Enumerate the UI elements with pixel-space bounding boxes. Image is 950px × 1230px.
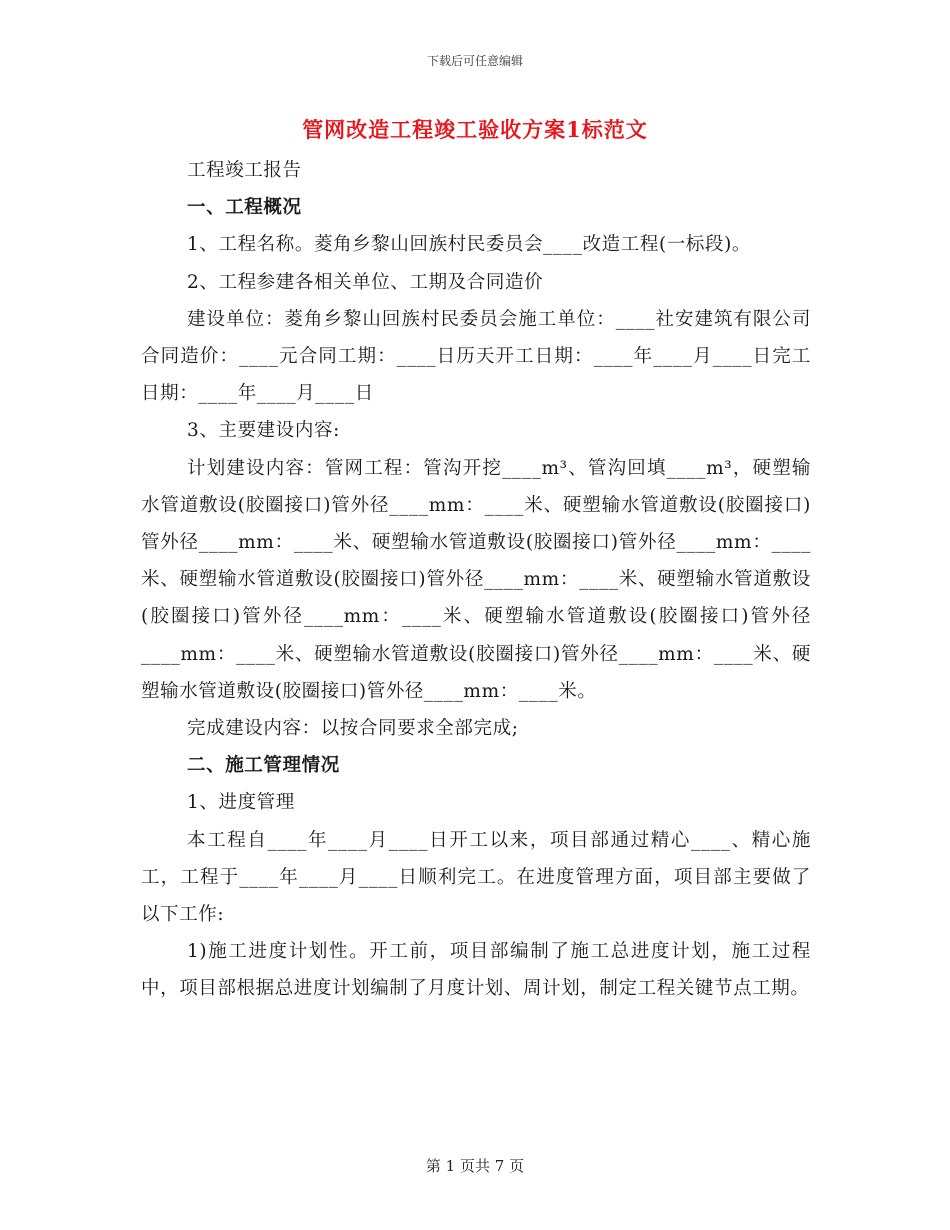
paragraph-progress-body: 本工程自____年____月____日开工以来，项目部通过精心____、精心施工，工程于____年____月____日顺利完工。在进度管理方面，项目部主要做了以下工作: — [141, 829, 811, 926]
section-heading-management: 二、施工管理情况 — [187, 755, 340, 777]
paragraph-participants: 2、工程参建各相关单位、工期及合同造价 — [187, 271, 544, 293]
paragraph-planned-content: 计划建设内容：管网工程：管沟开挖____m³、管沟回填____m³，硬塑输水管道敷设(胶圈接口)管外径____mm：____米、硬塑输水管道敷设(胶圈接口)管外径____mm：____米、硬塑输水管道敷设(胶圈接口)管外径____mm：____米、硬塑输水管道敷设(胶圈接口)管外径____mm：____米、硬塑输水管道敷设(胶圈接口)管外径____mm：____米、硬塑输水管道敷设(胶圈接口)管外径____mm：____米、硬塑输水管道敷设(胶圈接口)管外径____mm：____米、硬塑输水管道敷设(胶圈接口)管外径____mm：____米。 — [141, 457, 811, 702]
paragraph-project-name: 1、工程名称。菱角乡黎山回族村民委员会____改造工程(一标段)。 — [187, 234, 752, 256]
paragraph-construction-unit: 建设单位：菱角乡黎山回族村民委员会施工单位：____社安建筑有限公司合同造价：____元合同工期：____日历天开工日期：____年____月____日完工日期：____年____月____日 — [141, 308, 811, 405]
section-heading-overview: 一、工程概况 — [187, 197, 302, 219]
document-title: 管网改造工程竣工验收方案1标范文 — [302, 117, 648, 142]
paragraph-completed-content: 完成建设内容：以按合同要求全部完成; — [187, 718, 519, 740]
page-header: 下载后可任意编辑 — [426, 54, 523, 68]
document-body — [141, 152, 811, 1008]
paragraph-main-content-heading: 3、主要建设内容: — [187, 420, 340, 442]
paragraph-schedule-plan: 1)施工进度计划性。开工前，项目部编制了施工总进度计划，施工过程中，项目部根据总进度计划编制了月度计划、周计划，制定工程关键节点工期。 — [141, 941, 811, 1000]
page-footer: 第 1 页共 7 页 — [425, 1157, 525, 1175]
paragraph-report-heading: 工程竣工报告 — [187, 160, 302, 181]
paragraph-progress-heading: 1、进度管理 — [187, 792, 295, 814]
